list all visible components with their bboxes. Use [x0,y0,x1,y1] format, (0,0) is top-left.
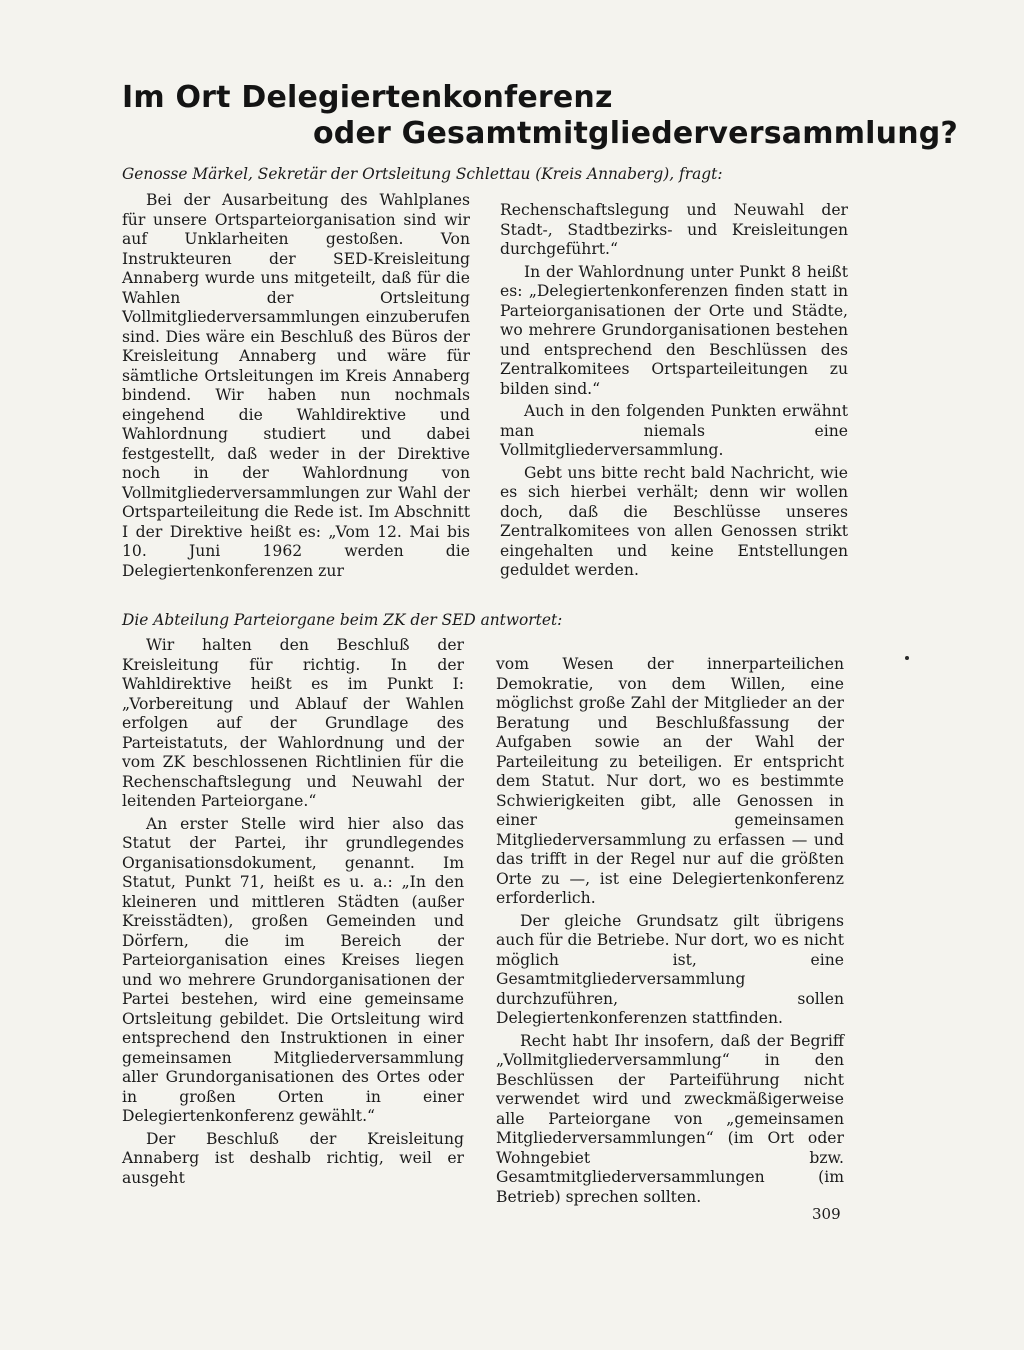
question-left-column [122,191,470,581]
answer-left-column [122,636,464,1188]
question-intro: Genosse Märkel, Sekretär der Ortsleitung Schlettau (Kreis Annaberg), fragt: [122,165,723,183]
question-right-column [500,201,848,581]
answer-paragraph-3: Der Beschluß der Kreisleitung Annaberg ist deshalb richtig, weil er ausgeht [122,1129,464,1187]
answer-paragraph-1: Wir halten den Beschluß der Kreisleitung für richtig. In der Wahldirektive heißt es im Punkt I: „Vorbereitung und Ablauf der Wahlen erfolgen auf der Grundlage des Parteistatuts, der Wahlordnung und der vom ZK beschlossenen Richtlinien für die Rechenschaftslegung und Neuwahl der leitenden Parteiorgane.“ [122,636,464,810]
answer-intro: Die Abteilung Parteiorgane beim ZK der SED antwortet: [122,611,563,629]
question-paragraph-4: Gebt uns bitte recht bald Nachricht, wie es sich hierbei verhält; denn wir wollen doch, daß die Beschlüsse unseres Zentralkomitees von allen Genossen strikt eingehalten und keine Entstellungen geduldet werden. [500,463,848,579]
answer-paragraph-5: Recht habt Ihr insofern, daß der Begriff „Vollmitgliederversammlung“ in den Beschlüssen der Parteiführung nicht verwendet wird und zweckmäßigerweise alle Parteiorgane von „gemeinsamen Mitgliederversammlungen“ (im Ort oder Wohngebiet bzw. Gesamtmitgliederversammlungen (im Betrieb) sprechen sollten. [496,1031,844,1206]
answer-paragraph-continuation: vom Wesen der innerparteilichen Demokratie, von dem Willen, eine möglichst große Zahl der Mitglieder an der Beratung und Beschlußfassung der Aufgaben sowie an der Wahl der Parteileitung zu beteiligen. Er entspricht dem Statut. Nur dort, wo es bestimmte Schwierigkeiten gibt, alle Genossen in einer gemeinsamen Mitgliederversammlung zu erfassen — und das trifft in der Regel nur auf die größten Orte zu —, ist eine Delegiertenkonferenz erforderlich. [496,655,844,907]
question-paragraph-3: Auch in den folgenden Punkten erwähnt man niemals eine Vollmitgliederversammlung. [500,402,848,459]
question-paragraph-2: In der Wahlordnung unter Punkt 8 heißt es: „Delegiertenkonferenzen finden statt in Parteiorganisationen der Orte und Städte, wo mehrere Grundorganisationen bestehen und entsprechend den Beschlüssen des Zentralkomitees Ortsparteileitungen zu bilden sind.“ [500,262,848,398]
question-paragraph-1: Bei der Ausarbeitung des Wahlplanes für unsere Ortsparteiorganisation sind wir auf Unklarheiten gestoßen. Von Instrukteuren der SED-Kreisleitung Annaberg wurde uns mitgeteilt, daß für die Wahlen der Ortsleitung Vollmitgliederversammlungen einzuberufen sind. Dies wäre ein Beschluß des Büros der Kreisleitung Annaberg und wäre für sämtliche Ortsleitungen im Kreis Annaberg bindend. Wir haben nun nochmals eingehend die Wahldirektive und Wahlordnung studiert und dabei festgestellt, daß weder in der Direktive noch in der Wahlordnung von Vollmitgliederversammlungen zur Wahl der Ortsparteileitung die Rede ist. Im Abschnitt I der Direktive heißt es: „Vom 12. Mai bis 10. Juni 1962 werden die Delegiertenkonferenzen zur [122,191,470,580]
answer-paragraph-4: Der gleiche Grundsatz gilt übrigens auch für die Betriebe. Nur dort, wo es nicht möglich ist, eine Gesamtmitgliederversammlung durchzuführen, sollen Delegiertenkonferenzen stattfinden. [496,911,844,1027]
answer-paragraph-2: An erster Stelle wird hier also das Statut der Partei, ihr grundlegendes Organisationsdokument, genannt. Im Statut, Punkt 71, heißt es u. a.: „In den kleineren und mittleren Städten (außer Kreisstädten), großen Gemeinden und Dörfern, die im Bereich der Parteiorganisation eines Kreises liegen und wo mehrere Grundorganisationen der Partei bestehen, wird eine gemeinsame Ortsleitung gebildet. Die Ortsleitung wird entsprechend den Instruktionen in einer gemeinsamen Mitgliederversammlung aller Grundorganisationen des Ortes oder in großen Orten in einer Delegiertenkonferenz gewählt.“ [122,814,464,1125]
article-title-line-1: Im Ort Delegiertenkonferenz [122,80,613,115]
print-speck [905,656,909,660]
article-title-line-2: oder Gesamtmitgliederversammlung? [313,116,959,151]
answer-right-column [496,655,844,1207]
question-paragraph-continuation: Rechenschaftslegung und Neuwahl der Stadt-, Stadtbezirks- und Kreisleitungen durchgeführt.“ [500,201,848,258]
page-number: 309 [812,1205,841,1223]
